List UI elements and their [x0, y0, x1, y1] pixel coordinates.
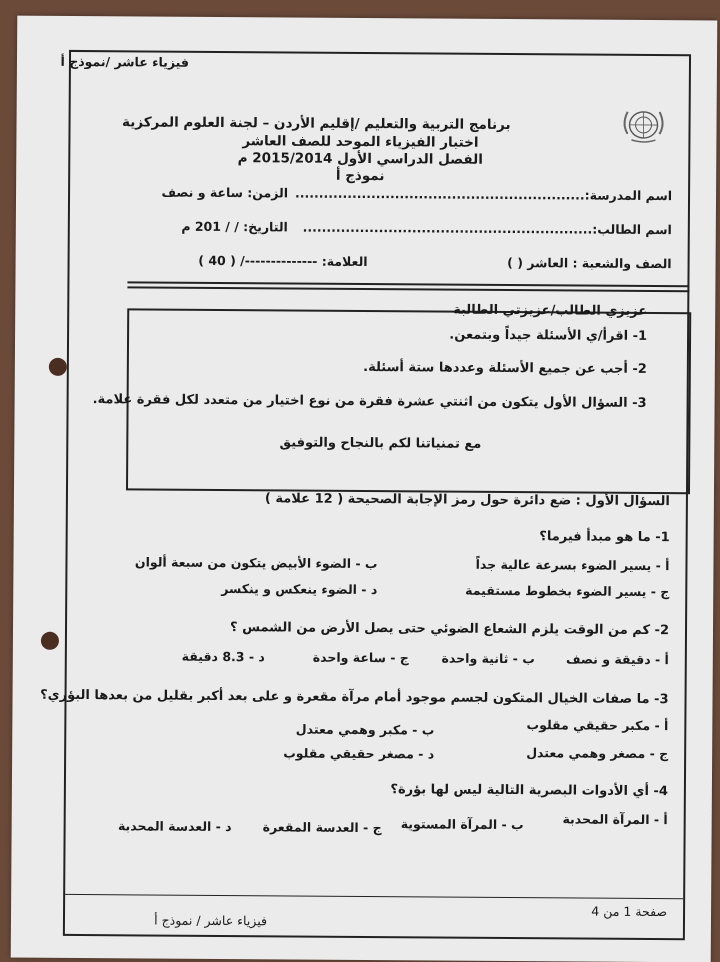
mark-field[interactable]: العلامة: --------------/ ( 40 )	[198, 253, 367, 269]
question-1: 1- ما هو مبدأ فيرما؟	[539, 529, 669, 545]
time-label: الزمن: ساعة و نصف	[161, 185, 288, 201]
q3-option-b[interactable]: ب - مكبر وهمي معتدل	[296, 722, 435, 738]
q1-option-c[interactable]: ج - يسير الضوء بخطوط مستقيمة	[465, 583, 669, 599]
exam-sheet	[11, 16, 718, 962]
q4-option-a[interactable]: أ - المرآة المحدبة	[562, 811, 667, 827]
punch-hole-bottom	[41, 632, 59, 650]
instructions-closing: مع تمنياتنا لكم بالنجاح والتوفيق	[279, 435, 481, 451]
class-section-field[interactable]: الصف والشعبة : العاشر ( )	[507, 255, 671, 271]
q2-option-c[interactable]: ج - ساعة واحدة	[313, 650, 409, 666]
question-4: 4- أي الأدوات البصرية التالية ليس لها بؤرة؟	[390, 782, 668, 799]
page-frame	[63, 50, 691, 940]
footer-divider	[65, 894, 683, 899]
instructions-greeting: عزيزي الطالب/عزيزتي الطالبة	[453, 303, 647, 319]
q4-option-d[interactable]: د - العدسة المحدبة	[118, 818, 232, 834]
q1-option-a[interactable]: أ - يسير الضوء بسرعة عالية جداً	[476, 557, 670, 573]
header-line-2: اختبار الفيزياء الموحد للصف العاشر	[210, 133, 510, 151]
page-number: صفحة 1 من 4	[591, 904, 667, 920]
q1-option-d[interactable]: د - الضوء ينعكس و ينكسر	[221, 581, 377, 597]
date-field[interactable]: التاريخ: / / 201 م	[181, 219, 288, 235]
question-2: 2- كم من الوقت يلزم الشعاع الضوئي حتى يصل الأرض من الشمس ؟	[230, 620, 669, 638]
footer-form-label: فيزياء عاشر / نموذج أ	[154, 913, 267, 929]
instruction-item-3: 3- السؤال الأول يتكون من اثنتي عشرة فقرة من نوع اختيار من متعدد لكل فقرة علامة.	[93, 392, 647, 411]
header-line-4: نموذج أ	[210, 167, 510, 185]
header-line-1: برنامج التربية والتعليم /إقليم الأردن – لجنة العلوم المركزية	[210, 115, 510, 133]
question-3: 3- ما صفات الخيال المتكون لجسم موجود أمام مرآة مقعرة و على بعد أكبر بقليل من بعدها البؤري؟	[40, 688, 668, 707]
instruction-item-2: 2- أجب عن جميع الأسئلة وعددها ستة أسئلة.	[363, 360, 647, 377]
punch-hole-top	[49, 358, 67, 376]
q3-option-d[interactable]: د - مصغر حقيقي مقلوب	[283, 745, 434, 761]
q2-option-b[interactable]: ب - ثانية واحدة	[442, 651, 535, 667]
un-emblem-icon	[618, 104, 668, 146]
instruction-item-1: 1- اقرأ/ي الأسئلة جيداً وبتمعن.	[449, 328, 647, 344]
corner-label: فيزياء عاشر /نموذج أ	[61, 54, 189, 70]
header-line-3: الفصل الدراسي الأول 2015/2014 م	[210, 150, 510, 168]
q1-option-b[interactable]: ب - الضوء الأبيض يتكون من سبعة ألوان	[135, 554, 378, 571]
section-title: السؤال الأول : ضع دائرة حول رمز الإجابة الصحيحة ( 12 علامة )	[265, 491, 670, 509]
q3-option-c[interactable]: ج - مصغر وهمي معتدل	[526, 745, 668, 761]
divider-bottom	[127, 286, 689, 292]
student-name-field[interactable]: اسم الطالب:.............................................................	[303, 220, 672, 238]
q2-option-d[interactable]: د - 8.3 دقيقة	[182, 649, 265, 665]
q2-option-a[interactable]: أ - دقيقة و نصف	[566, 651, 669, 667]
q3-option-a[interactable]: أ - مكبر حقيقي مقلوب	[527, 717, 669, 733]
q4-option-b[interactable]: ب - المرآة المستوية	[401, 816, 524, 832]
school-name-field[interactable]: اسم المدرسة:.............................................................	[295, 186, 672, 204]
q4-option-c[interactable]: ج - العدسة المقعرة	[263, 819, 382, 835]
